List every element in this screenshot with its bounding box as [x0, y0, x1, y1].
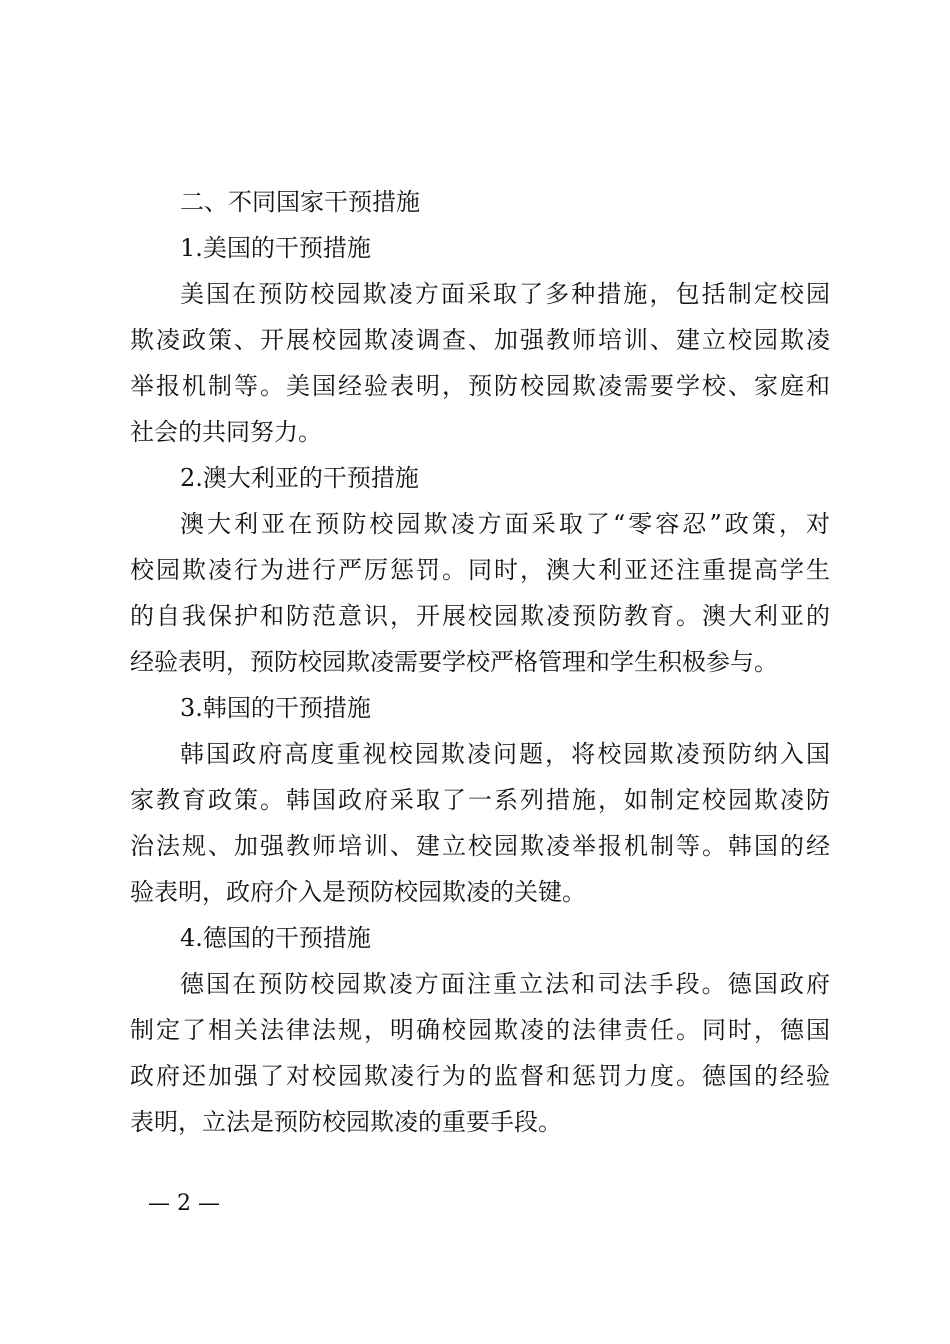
subsection-heading: 1.美国的干预措施 — [180, 234, 371, 262]
paragraph-line: 制定了相关法律法规，明确校园欺凌的法律责任。同时，德国 — [130, 1016, 830, 1044]
paragraph-line: 韩国政府高度重视校园欺凌问题，将校园欺凌预防纳入国 — [180, 740, 830, 768]
paragraph-line: 经验表明，预防校园欺凌需要学校严格管理和学生积极参与。 — [130, 648, 778, 676]
paragraph-line: 澳大利亚在预防校园欺凌方面采取了“零容忍”政策，对 — [180, 510, 830, 538]
paragraph-line: 欺凌政策、开展校园欺凌调查、加强教师培训、建立校园欺凌 — [130, 326, 830, 354]
paragraph-line: 社会的共同努力。 — [130, 418, 322, 446]
paragraph-line: 家教育政策。韩国政府采取了一系列措施，如制定校园欺凌防 — [130, 786, 830, 814]
paragraph-line: 治法规、加强教师培训、建立校园欺凌举报机制等。韩国的经 — [130, 832, 830, 860]
paragraph-line: 验表明，政府介入是预防校园欺凌的关键。 — [130, 878, 586, 906]
document-body — [130, 179, 830, 1145]
paragraph-line: 德国在预防校园欺凌方面注重立法和司法手段。德国政府 — [180, 970, 830, 998]
paragraph-line: 举报机制等。美国经验表明，预防校园欺凌需要学校、家庭和 — [130, 372, 830, 400]
paragraph-line: 表明，立法是预防校园欺凌的重要手段。 — [130, 1108, 562, 1136]
paragraph-line: 政府还加强了对校园欺凌行为的监督和惩罚力度。德国的经验 — [130, 1062, 830, 1090]
subsection-heading: 4.德国的干预措施 — [180, 924, 371, 952]
paragraph-line: 校园欺凌行为进行严厉惩罚。同时，澳大利亚还注重提高学生 — [130, 556, 830, 584]
subsection-heading: 2.澳大利亚的干预措施 — [180, 464, 419, 492]
paragraph-line: 的自我保护和防范意识，开展校园欺凌预防教育。澳大利亚的 — [130, 602, 830, 630]
section-title: 二、不同国家干预措施 — [180, 188, 420, 216]
paragraph-line: 美国在预防校园欺凌方面采取了多种措施，包括制定校园 — [180, 280, 830, 308]
page-number: — 2 — — [148, 1191, 220, 1216]
subsection-heading: 3.韩国的干预措施 — [180, 694, 371, 722]
